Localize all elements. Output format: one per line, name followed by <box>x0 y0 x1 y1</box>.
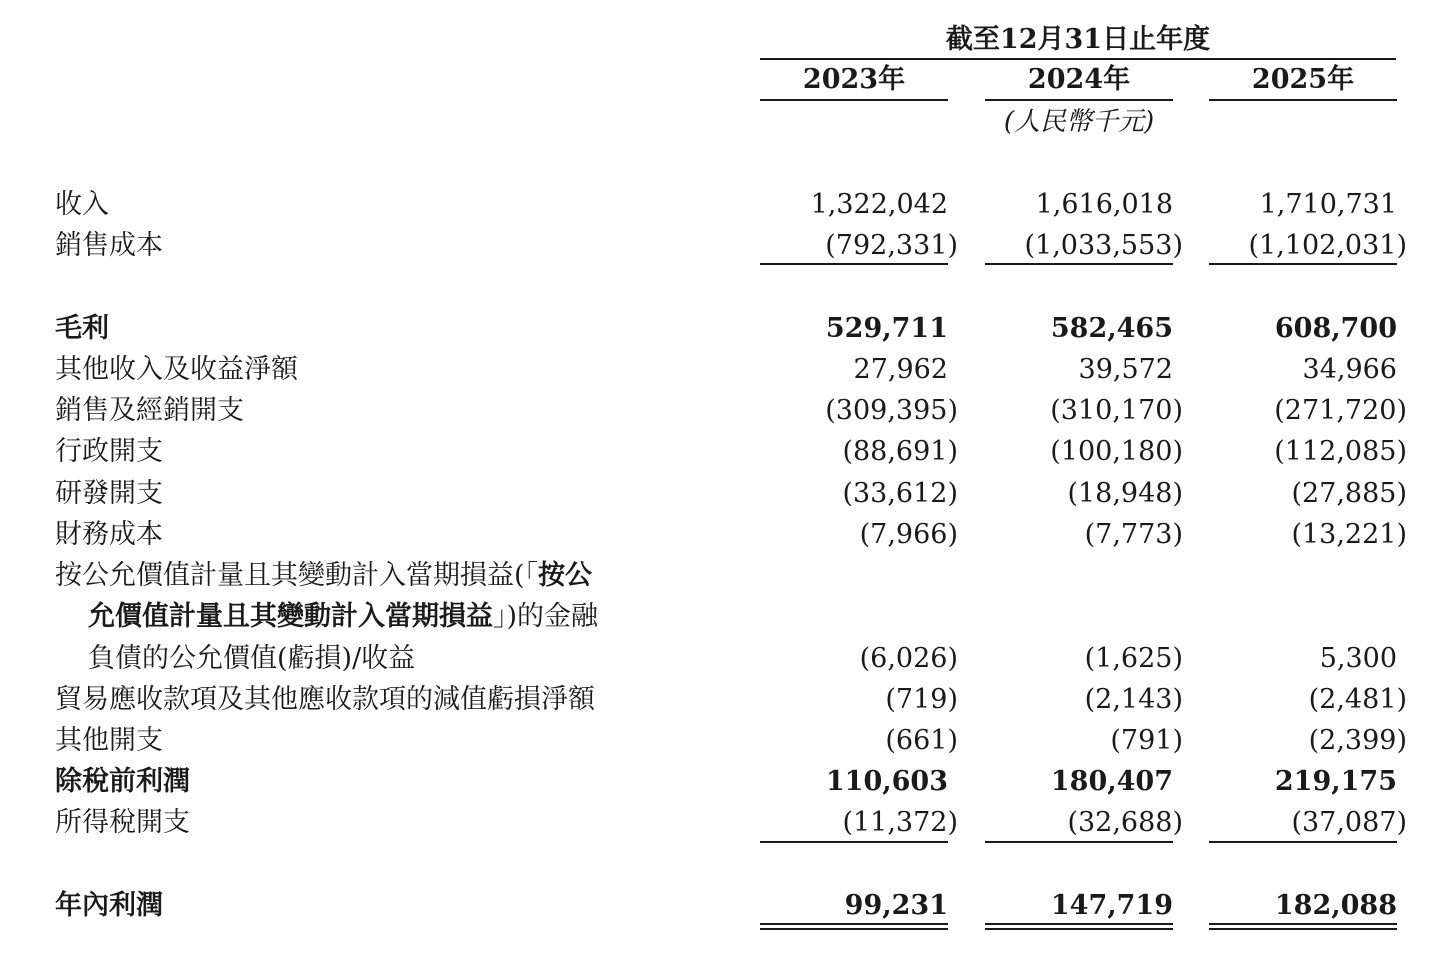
cell-revenue-2023: 1,322,042 <box>810 189 948 220</box>
cell-other-income-2025: 34,966 <box>1302 354 1397 385</box>
row-label-admin-expenses: 行政開支 <box>55 436 163 467</box>
period-header: 截至12月31日止年度 <box>945 24 1211 55</box>
cell-admin-expenses-2023: (88,691) <box>842 436 958 467</box>
cell-selling-expenses-2023: (309,395) <box>825 395 958 426</box>
cell-finance-costs-2025: (13,221) <box>1291 519 1407 550</box>
subtotal-rule <box>1209 841 1397 843</box>
fv-change-prefix: 按公允價值計量且其變動計入當期損益(「 <box>55 560 539 591</box>
cell-other-expenses-2024: (791) <box>1110 725 1183 756</box>
cell-finance-costs-2023: (7,966) <box>859 519 958 550</box>
row-label-gross-profit: 毛利 <box>55 313 109 344</box>
cell-profit-before-tax-2023: 110,603 <box>825 766 948 797</box>
row-label-profit-before-tax: 除稅前利潤 <box>55 766 190 797</box>
cell-revenue-2025: 1,710,731 <box>1259 189 1397 220</box>
cell-profit-for-year-2025: 182,088 <box>1274 890 1397 921</box>
cell-rd-expenses-2024: (18,948) <box>1067 478 1183 509</box>
cell-profit-for-year-2024: 147,719 <box>1050 890 1173 921</box>
row-label-other-income: 其他收入及收益淨額 <box>55 354 298 385</box>
cell-profit-for-year-2023: 99,231 <box>844 890 948 921</box>
row-label-fv-change-line1 <box>55 556 592 596</box>
row-label-fv-change-line3: 負債的公允價值(虧損)/收益 <box>88 643 416 674</box>
row-label-profit-for-year: 年內利潤 <box>55 890 163 921</box>
cell-gross-profit-2023: 529,711 <box>825 313 948 344</box>
total-double-rule <box>985 923 1173 930</box>
cell-rd-expenses-2023: (33,612) <box>842 478 958 509</box>
row-label-revenue: 收入 <box>55 189 109 220</box>
cell-other-expenses-2025: (2,399) <box>1308 725 1407 756</box>
year-2023-header: 2023年 <box>802 64 906 95</box>
cell-income-tax-2025: (37,087) <box>1291 807 1407 838</box>
cell-cost-of-sales-2024: (1,033,553) <box>1024 230 1183 261</box>
row-label-income-tax: 所得稅開支 <box>55 807 190 838</box>
row-label-other-expenses: 其他開支 <box>55 725 163 756</box>
cell-impairment-2024: (2,143) <box>1084 684 1183 715</box>
row-label-finance-costs: 財務成本 <box>55 519 163 550</box>
cell-gross-profit-2024: 582,465 <box>1050 313 1173 344</box>
cell-other-income-2024: 39,572 <box>1078 354 1173 385</box>
total-double-rule <box>1209 923 1397 930</box>
subtotal-rule <box>985 263 1173 265</box>
subtotal-rule <box>1209 263 1397 265</box>
cell-finance-costs-2024: (7,773) <box>1084 519 1183 550</box>
cell-cost-of-sales-2025: (1,102,031) <box>1248 230 1407 261</box>
cell-fv-change-2023: (6,026) <box>859 643 958 674</box>
fv-change-suffix: 」)的金融 <box>493 601 599 632</box>
cell-admin-expenses-2024: (100,180) <box>1050 436 1183 467</box>
cell-selling-expenses-2024: (310,170) <box>1050 395 1183 426</box>
cell-income-tax-2023: (11,372) <box>842 807 958 838</box>
cell-impairment-2023: (719) <box>885 684 958 715</box>
year-rule <box>985 99 1173 101</box>
cell-selling-expenses-2025: (271,720) <box>1274 395 1407 426</box>
subtotal-rule <box>760 263 948 265</box>
cell-profit-before-tax-2024: 180,407 <box>1050 766 1173 797</box>
year-2024-header: 2024年 <box>1027 64 1131 95</box>
row-label-selling-expenses: 銷售及經銷開支 <box>55 395 244 426</box>
cell-admin-expenses-2025: (112,085) <box>1274 436 1407 467</box>
row-label-cost-of-sales: 銷售成本 <box>55 230 163 261</box>
row-label-fv-change-line2 <box>88 597 598 637</box>
year-rule <box>1209 99 1397 101</box>
year-2025-header: 2025年 <box>1251 64 1355 95</box>
cell-profit-before-tax-2025: 219,175 <box>1274 766 1397 797</box>
row-label-rd-expenses: 研發開支 <box>55 478 163 509</box>
cell-revenue-2024: 1,616,018 <box>1035 189 1173 220</box>
cell-other-income-2023: 27,962 <box>853 354 948 385</box>
cell-rd-expenses-2025: (27,885) <box>1291 478 1407 509</box>
fv-change-defined-term: 按公 <box>538 560 593 591</box>
cell-fv-change-2025: 5,300 <box>1319 643 1397 674</box>
cell-other-expenses-2023: (661) <box>885 725 958 756</box>
unit-label: (人民幣千元) <box>1003 107 1155 137</box>
cell-fv-change-2024: (1,625) <box>1084 643 1183 674</box>
cell-impairment-2025: (2,481) <box>1308 684 1407 715</box>
cell-gross-profit-2025: 608,700 <box>1274 313 1397 344</box>
cell-cost-of-sales-2023: (792,331) <box>825 230 958 261</box>
cell-income-tax-2024: (32,688) <box>1067 807 1183 838</box>
subtotal-rule <box>985 841 1173 843</box>
fv-change-defined-term: 允價值計量且其變動計入當期損益 <box>88 601 493 632</box>
total-double-rule <box>760 923 948 930</box>
year-rule <box>760 99 948 101</box>
row-label-impairment: 貿易應收款項及其他應收款項的減值虧損淨額 <box>55 684 595 715</box>
subtotal-rule <box>760 841 948 843</box>
